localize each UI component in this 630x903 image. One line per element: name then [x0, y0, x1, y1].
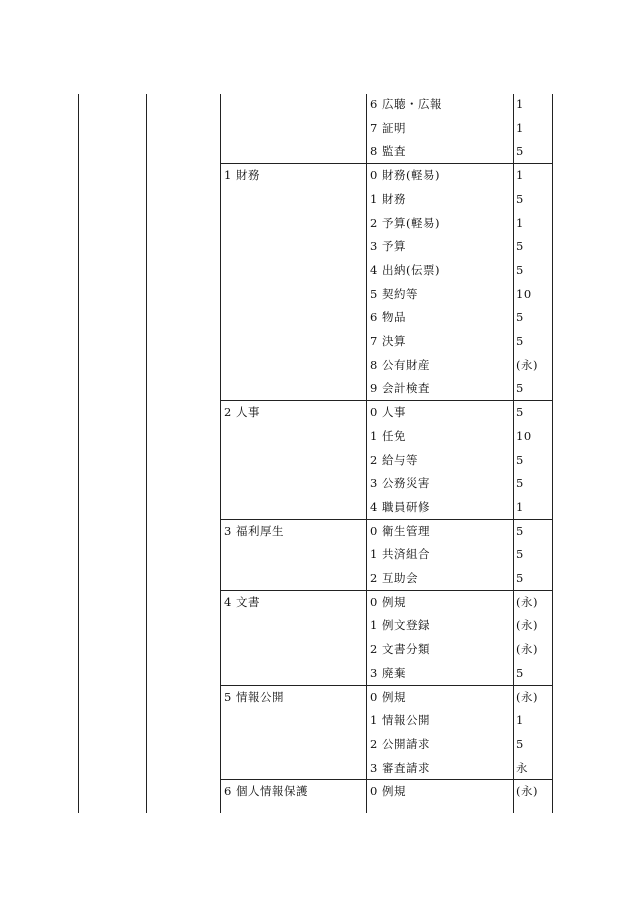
item-label: 7 証明	[370, 120, 406, 135]
item-label: 1 共済組合	[370, 547, 430, 562]
group-separator	[220, 163, 552, 164]
table-vertical-rule	[366, 94, 367, 813]
item-label: 8 公有財産	[370, 357, 430, 372]
group-separator	[220, 400, 552, 401]
retention-period: 1	[516, 215, 524, 230]
retention-period: 5	[516, 334, 524, 348]
item-label: 4 職員研修	[370, 499, 430, 514]
item-label: 6 広聴・広報	[370, 97, 442, 111]
retention-period: 10	[516, 428, 532, 443]
item-label: 5 契約等	[370, 286, 418, 301]
item-label: 0 人事	[370, 405, 406, 420]
retention-period: 5	[516, 452, 524, 467]
retention-period: 1	[516, 120, 524, 135]
item-label: 3 公務災害	[370, 476, 430, 491]
table-vertical-rule	[146, 94, 147, 813]
group-separator	[220, 590, 552, 591]
retention-period: (永)	[516, 594, 538, 609]
retention-period: 5	[516, 476, 524, 491]
retention-period: 5	[516, 665, 524, 680]
item-label: 0 例規	[370, 784, 406, 799]
retention-period: 5	[516, 144, 524, 159]
retention-period: (永)	[516, 642, 538, 657]
item-label: 3 審査請求	[370, 760, 430, 775]
item-label: 2 予算(軽易)	[370, 215, 440, 230]
retention-period: 1	[516, 168, 524, 183]
retention-period: 1	[516, 713, 524, 728]
retention-period: (永)	[516, 618, 538, 633]
retention-period: 5	[516, 405, 524, 420]
retention-period: 5	[516, 736, 524, 751]
item-label: 9 会計検査	[370, 381, 430, 396]
retention-period: 10	[516, 286, 532, 301]
category-label: 2 人事	[224, 405, 260, 420]
retention-period: (永)	[516, 784, 538, 799]
item-label: 6 物品	[370, 310, 406, 325]
item-label: 3 予算	[370, 239, 406, 254]
item-label: 1 情報公開	[370, 713, 430, 728]
item-label: 4 出納(伝票)	[370, 262, 440, 277]
retention-period: 5	[516, 262, 524, 277]
item-label: 0 衛生管理	[370, 523, 430, 538]
item-label: 0 例規	[370, 689, 406, 704]
retention-period: 5	[516, 191, 524, 206]
category-label: 5 情報公開	[224, 689, 284, 704]
category-label: 1 財務	[224, 168, 260, 183]
retention-period: (永)	[516, 357, 538, 372]
item-label: 2 給与等	[370, 452, 418, 467]
item-label: 1 任免	[370, 428, 406, 443]
item-label: 1 例文登録	[370, 618, 430, 633]
retention-period: 5	[516, 310, 524, 325]
retention-period: 5	[516, 547, 524, 562]
retention-period: 5	[516, 239, 524, 254]
retention-period: (永)	[516, 689, 538, 704]
item-label: 2 文書分類	[370, 642, 430, 657]
item-label: 7 決算	[370, 334, 406, 348]
category-label: 6 個人情報保護	[224, 784, 308, 799]
item-label: 2 公開請求	[370, 736, 430, 751]
table-vertical-rule	[78, 94, 79, 813]
item-label: 0 例規	[370, 594, 406, 609]
table-vertical-rule	[220, 94, 221, 813]
retention-period: 永	[516, 760, 528, 775]
item-label: 1 財務	[370, 191, 406, 206]
item-label: 0 財務(軽易)	[370, 168, 440, 183]
retention-period: 1	[516, 499, 524, 514]
table-vertical-rule	[513, 94, 514, 813]
group-separator	[220, 779, 552, 780]
item-label: 8 監査	[370, 144, 406, 159]
item-label: 2 互助会	[370, 571, 418, 585]
category-label: 3 福利厚生	[224, 523, 284, 538]
item-label: 3 廃棄	[370, 665, 406, 680]
group-separator	[220, 519, 552, 520]
table-vertical-rule	[552, 94, 553, 813]
retention-period: 5	[516, 571, 524, 585]
group-separator	[220, 685, 552, 686]
retention-period: 5	[516, 381, 524, 396]
category-label: 4 文書	[224, 594, 260, 609]
retention-period: 1	[516, 97, 524, 111]
retention-period: 5	[516, 523, 524, 538]
